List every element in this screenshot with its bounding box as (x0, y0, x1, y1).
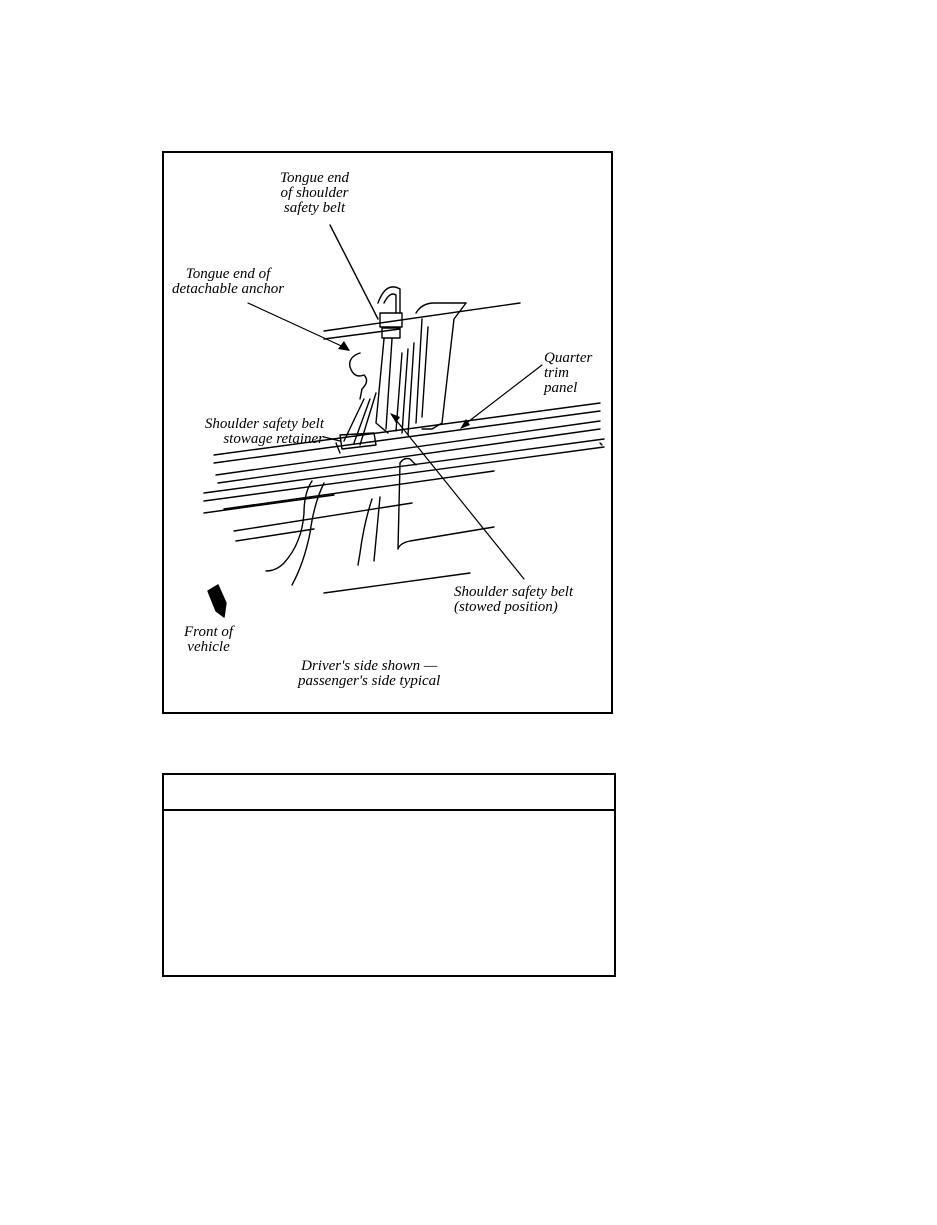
callout-line: Quarter (544, 350, 593, 366)
callout-line: vehicle (187, 639, 230, 655)
callout-stowed-position (454, 585, 573, 615)
figure-caption (298, 659, 440, 689)
callout-line: of shoulder (280, 185, 349, 201)
callout-line: Shoulder safety belt (204, 416, 324, 432)
callout-line: Shoulder safety belt (454, 584, 574, 600)
callout-tongue-end-anchor (172, 267, 284, 297)
callout-line: Front of (184, 624, 234, 640)
notice-body (164, 811, 614, 975)
callout-line: Tongue end of (185, 266, 271, 282)
callout-tongue-end-shoulder-belt (280, 171, 349, 216)
notice-header (164, 775, 614, 811)
callout-line: safety belt (283, 200, 346, 216)
callout-line: (stowed position) (454, 599, 558, 615)
caption-line: passenger's side typical (298, 673, 441, 689)
callout-line: trim (544, 365, 570, 381)
callout-line: stowage retainer (223, 431, 324, 447)
callout-line: detachable anchor (172, 281, 285, 297)
callout-stowage-retainer (168, 417, 324, 447)
callout-line: Tongue end (280, 170, 350, 186)
callout-quarter-trim-panel (544, 351, 592, 396)
seat-belt-illustration (162, 151, 613, 714)
caption-line: Driver's side shown — (301, 658, 438, 674)
callout-front-of-vehicle (184, 625, 233, 655)
callout-line: panel (544, 380, 578, 396)
notice-box (162, 773, 616, 977)
